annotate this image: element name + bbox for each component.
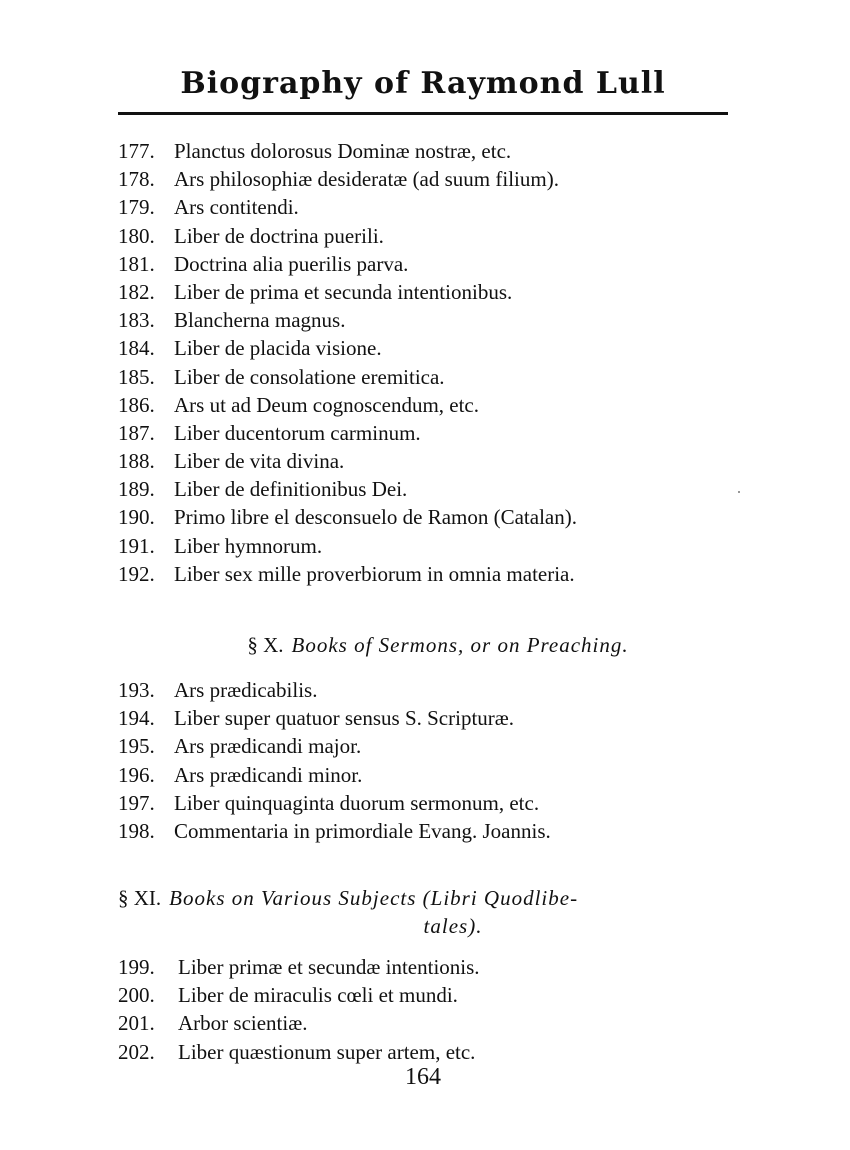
entry-title: Liber ducentorum carminum. [174,420,421,445]
list-item [118,137,758,165]
section-ix-list [118,137,758,588]
list-item [118,306,758,334]
running-head: Biography of Raymond Lull [180,66,666,101]
entry-number: 185. [118,364,155,389]
entry-title: Planctus dolorosus Dominæ nostræ, etc. [174,139,512,163]
section-xi-title-line1: Books on Various Subjects (Libri Quodlibe- [169,886,579,910]
entry-title: Liber de doctrina puerili. [174,223,384,248]
entry-title: Ars prædicabilis. [174,678,318,702]
entry-number: 177. [118,139,155,163]
section-x-label: § X. [247,633,284,657]
list-item [118,532,758,560]
entry-title: Liber quæstionum super artem, etc. [178,1039,476,1064]
entry-title: Liber de consolatione eremitica. [174,364,445,389]
entry-title: Blancherna magnus. [174,308,346,333]
entry-title: Liber de prima et secunda intentionibus. [174,279,513,304]
section-x-title: Books of Sermons, or on Preaching. [291,633,629,657]
entry-number: 180. [118,223,155,248]
entry-title: Liber super quatuor sensus S. Scripturæ. [174,706,515,731]
list-item [118,560,758,588]
list-item [118,789,758,817]
list-item [118,817,758,845]
list-item [118,363,758,391]
section-xi-list [118,953,758,1066]
entry-number: 194. [118,706,155,731]
entry-number: 198. [118,818,155,843]
entry-title: Liber de miraculis cœli et mundi. [178,983,458,1008]
entry-title: Liber hymnorum. [174,533,323,558]
list-item [118,761,758,789]
entry-title: Liber primæ et secundæ intentionis. [178,955,480,979]
entry-number: 183. [118,308,155,333]
list-item [118,222,758,250]
list-item [118,704,758,732]
list-item [118,676,758,704]
entry-title: Liber sex mille proverbiorum in omnia materia. [174,561,575,586]
list-item [118,732,758,760]
list-item [118,503,758,531]
entry-number: 195. [118,734,155,759]
page-number: 164 [405,1064,441,1090]
list-item [118,250,758,278]
entry-title: Liber de vita divina. [174,449,345,474]
section-x-list [118,676,758,845]
list-item [118,391,758,419]
entry-number: 187. [118,420,155,445]
list-item [118,278,758,306]
entry-number: 189. [118,477,155,502]
list-item [118,1038,758,1066]
section-xi-heading [118,884,758,940]
list-item [118,447,758,475]
entry-number: 178. [118,167,155,192]
entry-number: 200. [118,983,155,1008]
entry-title: Ars prædicandi major. [174,734,362,759]
section-x-heading [118,632,758,658]
entry-number: 182. [118,279,155,304]
list-item [118,475,758,503]
entry-number: 188. [118,449,155,474]
entry-number: 186. [118,392,155,417]
entry-number: 196. [118,762,155,787]
entry-number: 191. [118,533,155,558]
entry-title: Arbor scientiæ. [178,1011,308,1036]
entry-title: Primo libre el desconsuelo de Ramon (Catalan). [174,505,577,530]
entry-number: 192. [118,561,155,586]
header-rule [118,112,728,115]
entry-title: Liber quinquaginta duorum sermonum, etc. [174,790,540,815]
entry-number: 202. [118,1039,155,1064]
entry-number: 181. [118,251,155,276]
list-item [118,334,758,362]
entry-title: Ars contitendi. [174,195,299,220]
list-item [118,165,758,193]
entry-title: Ars ut ad Deum cognoscendum, etc. [174,392,480,417]
list-item [118,419,758,447]
entry-title: Commentaria in primordiale Evang. Joannis. [174,818,551,843]
list-item [118,193,758,221]
section-xi-title-line2: tales). [423,914,483,938]
entry-title: Liber de placida visione. [174,336,382,361]
entry-number: 190. [118,505,155,530]
entry-number: 201. [118,1011,155,1036]
paper-speck [738,491,740,493]
list-item [118,953,758,981]
entry-number: 199. [118,955,155,979]
list-item [118,1009,758,1037]
entry-number: 179. [118,195,155,220]
entry-number: 184. [118,336,155,361]
entry-number: 197. [118,790,155,815]
list-item [118,981,758,1009]
entry-title: Ars prædicandi minor. [174,762,363,787]
section-xi-label: § XI. [118,886,162,910]
entry-title: Doctrina alia puerilis parva. [174,251,409,276]
entry-title: Liber de definitionibus Dei. [174,477,408,502]
entry-title: Ars philosophiæ desideratæ (ad suum filium). [174,167,559,192]
entry-number: 193. [118,678,155,702]
